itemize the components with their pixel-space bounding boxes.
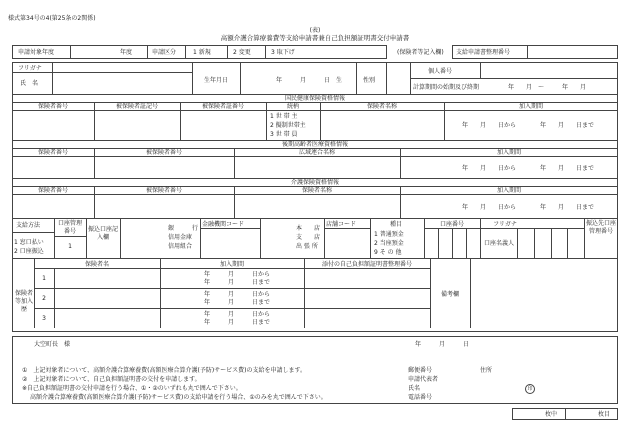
elderly-header-period: 加入期間 [496,149,521,156]
mayor-address: 大空町長 様 [34,341,71,348]
front-mark: (表) [309,27,321,34]
account-manage-no-value: 1 [68,243,72,250]
category-label: 申請区分 [152,49,177,56]
branch-kind-main[interactable]: 本 店 [296,225,321,232]
member-row-from: 年 月 日から [204,271,271,278]
elderly-header-insured-no: 被保険者番号 [145,149,182,156]
account-manage-no-label: 口座管理番号 [57,220,82,235]
representative-label: 申請代表者 [408,376,439,383]
enrollment-history-label: 保険者等加入歴 [14,290,33,313]
members-header-remarks: 備考欄 [440,291,459,298]
insurer-column-note: (保険者等記入欄) [397,49,444,56]
period-format: 年 月 ～ 年 月 [508,84,587,91]
bank-kind-shinkin[interactable]: 信用金庫 [168,234,193,241]
seal-mark: 印 [525,384,535,394]
care-header-period: 加入期間 [496,187,521,194]
birth-format: 年 月 日 生 [276,77,343,84]
nhi-header-period: 加入期間 [518,103,543,110]
bank-kind-bank[interactable]: 銀 行 [168,225,199,232]
note-apply-payment: ① 上記対象者について、高額介護合算療養費(高額医療合算介護(予防)サービス費)の支給を申請します。 [22,367,307,374]
nhi-section-title: 国民健康保険資格情報 [284,95,345,102]
nhi-header-card-symbol: 被保険者証記号 [115,103,158,110]
nhi-header-insurer-name: 保険者名称 [366,103,397,110]
care-header-insurer-name: 保険者名称 [301,187,332,194]
personal-no-label: 個人番号 [428,68,453,75]
applicant-name-label: 氏 名 [20,80,39,87]
transfer-column-label: 振込口座記入欄 [88,226,119,241]
fiscal-year-label: 申請対象年度 [18,49,55,56]
care-section-title: 介護保険資格情報 [290,179,339,186]
care-header-insured-no: 被保険者番号 [145,187,182,194]
payment-method-transfer[interactable]: 2 口座振込 [14,248,44,255]
account-type-other[interactable]: 9 そ の 他 [374,249,402,256]
payment-method-window[interactable]: 1 窓口払い [14,239,44,246]
institution-code-label: 金融機関コード [202,221,245,228]
address-label: 住所 [480,367,493,374]
note-both: ※自己負担額証明書の交付申請を行う場合、①・②のいずれも丸で囲んで下さい。 [22,385,242,392]
account-type-ordinary[interactable]: 1 普通預金 [374,231,404,238]
member-row-from: 年 月 日から [204,311,271,318]
phone-label: 電話番号 [408,394,433,401]
members-header-cert-no: 添付の自己負担額証明書整理番号 [321,261,412,268]
account-holder-label: 口座名義人 [484,240,515,247]
year-suffix: 年度 [120,49,133,56]
note-payment-only: 高額介護合算療養費(高額医療合算介護(予防)サービス費)の支給申請を行う場合、①のみを丸で囲んで下さい。 [30,394,327,401]
care-header-insurer-no: 保険者番号 [37,187,68,194]
period-label: 計算期間の始期及び終期 [413,84,480,91]
elderly-header-insurer-no: 保険者番号 [37,149,68,156]
elderly-header-union: 広域連合名称 [298,149,335,156]
relation-head[interactable]: 1 世 帯 主 [270,113,298,120]
application-date: 年 月 日 [415,341,470,348]
member-row-from: 年 月 日から [204,291,271,298]
form-title: 高額介護合算療養費等支給申請書兼自己負担額証明書交付申請書 [220,34,410,42]
care-period-row: 年 月 日から 年 月 日まで [462,204,595,211]
postal-code-label: 郵便番号 [408,367,433,374]
member-row-number: 3 [42,315,46,322]
branch-kind-branch[interactable]: 支 店 [296,234,321,241]
nhi-header-relation: 続柄 [286,103,299,110]
form-number: 様式第34号の4(第25条の2関係) [8,15,96,22]
branch-kind-office[interactable]: 出 張 所 [296,243,318,250]
relation-deemed-head[interactable]: 2 擬制世帯主 [270,122,306,129]
representative-name-label: 氏名 [408,385,421,392]
members-header-insurer: 保険者名 [84,261,109,268]
destination-manage-no-label: 振込先口座管理番号 [585,220,616,235]
holder-furigana-label: フリガナ [493,221,517,228]
payment-no-label: 支給申請書整理番号 [456,49,511,56]
account-type-current[interactable]: 2 当座預金 [374,240,404,247]
account-type-label: 種目 [390,221,403,228]
page-current-label: 枚目 [598,411,611,418]
category-withdraw[interactable]: 3 取下げ [271,49,295,56]
nhi-header-insurer-no: 保険者番号 [37,103,68,110]
nhi-header-card-no: 被保険者証番号 [201,103,244,110]
category-new[interactable]: 1 新規 [193,49,211,56]
elderly-section-title: 後期高齢者医療資格情報 [281,141,348,148]
note-apply-certificate: ② 上記対象者について、自己負担額証明書の交付を申請します。 [22,376,201,383]
bank-kind-kumiai[interactable]: 信用組合 [168,243,193,250]
elderly-period-row: 年 月 日から 年 月 日まで [462,165,595,172]
member-row-number: 2 [42,295,46,302]
sex-label: 性別 [363,77,376,84]
account-no-label: 口座番号 [439,221,464,228]
payment-method-label: 支給方法 [16,222,41,229]
members-header-period: 加入期間 [219,261,244,268]
member-row-to: 年 月 日まで [204,299,271,306]
member-row-to: 年 月 日まで [204,319,271,326]
nhi-period-row: 年 月 日から 年 月 日まで [462,122,595,129]
birth-label: 生年月日 [204,77,229,84]
member-row-number: 1 [42,275,46,282]
applicant-furigana-label: フリガナ [18,65,42,72]
page-total-label: 枚中 [545,411,558,418]
branch-code-label: 店舗コード [326,221,357,228]
category-change[interactable]: 2 変更 [233,49,251,56]
relation-member[interactable]: 3 世 帯 員 [270,131,298,138]
member-row-to: 年 月 日まで [204,279,271,286]
